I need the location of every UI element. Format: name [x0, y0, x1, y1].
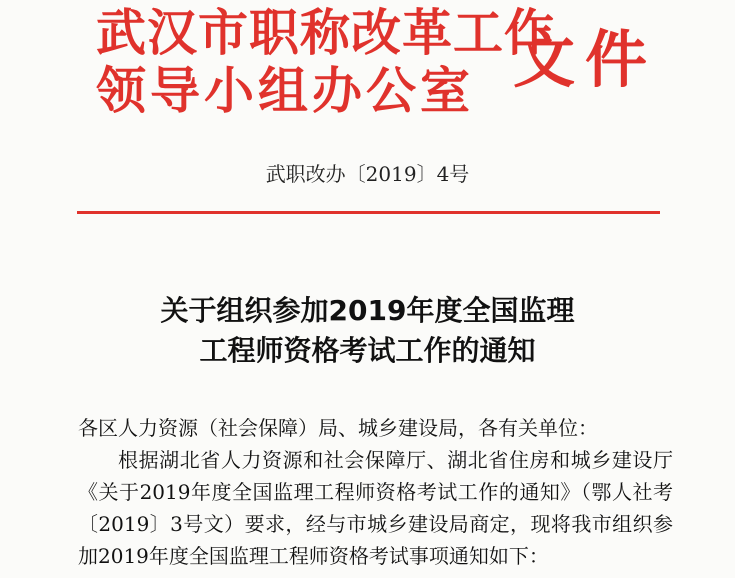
notice-body — [78, 412, 673, 572]
organization-line-2: 领导小组办公室 — [96, 62, 474, 120]
issuing-organization — [96, 4, 555, 120]
red-divider-line — [77, 211, 660, 214]
notice-title — [0, 291, 735, 371]
document-mark: 文件 — [513, 23, 658, 96]
salutation: 各区人力资源（社会保障）局、城乡建设局，各有关单位： — [78, 416, 598, 440]
organization-line-1: 武汉市职称改革工作 — [96, 4, 555, 62]
title-line-2: 工程师资格考试工作的通知 — [199, 334, 536, 367]
document-number: 武职改办〔2019〕4号 — [265, 162, 470, 186]
body-paragraph: 根据湖北省人力资源和社会保障厅、湖北省住房和城乡建设厅《关于2019年度全国监理工程师资格考试工作的通知》（鄂人社考〔2019〕3号文）要求，经与市城乡建设局商定，现将我市组织参加2019年度全国监理工程师资格考试事项通知如下： — [78, 448, 673, 568]
title-line-1: 关于组织参加2019年度全国监理 — [160, 294, 575, 327]
